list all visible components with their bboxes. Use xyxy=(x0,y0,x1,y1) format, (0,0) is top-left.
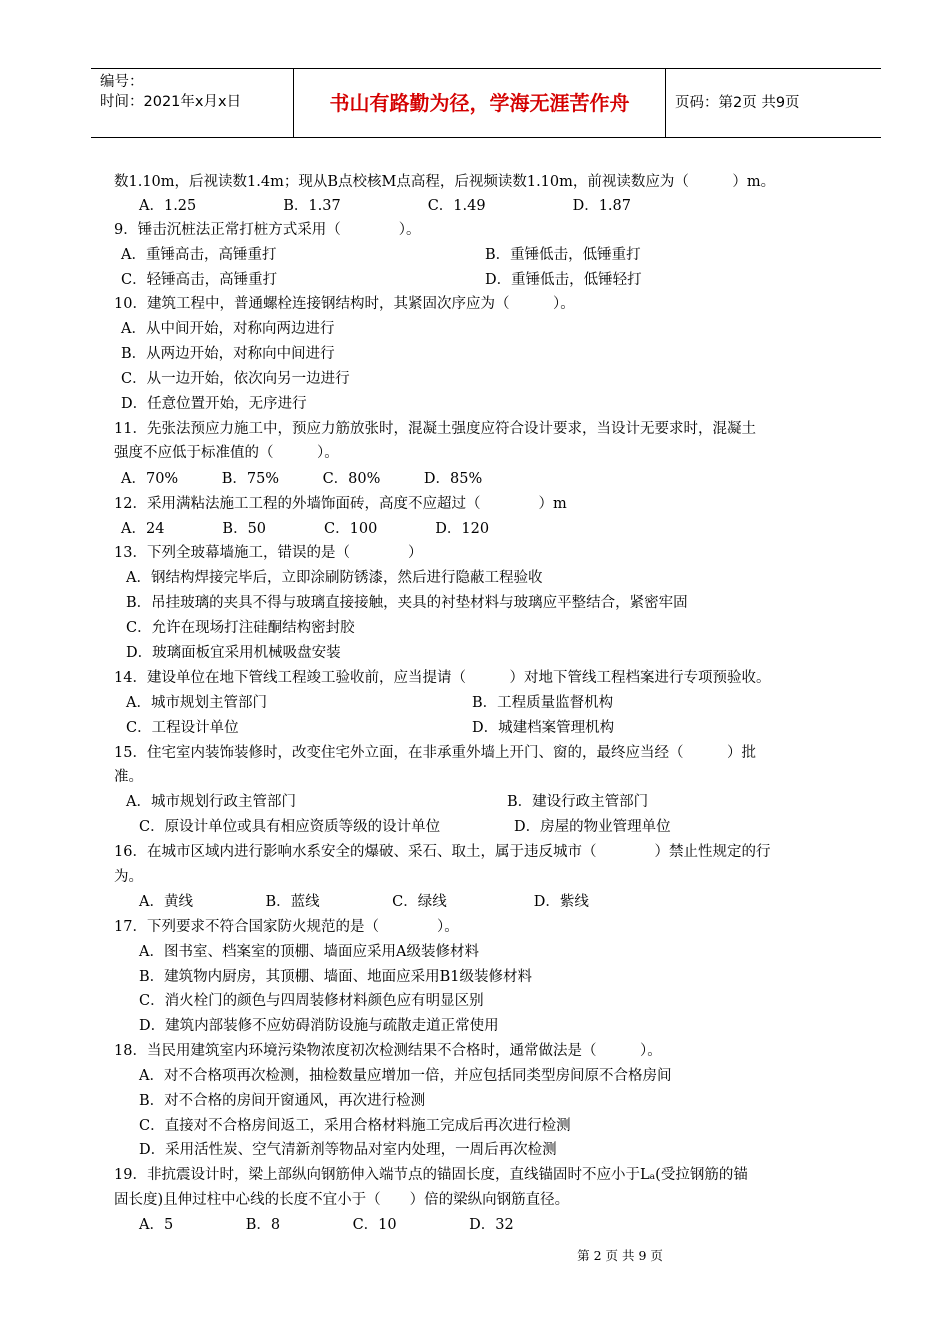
page-footer: 第 2 页 共 9 页 xyxy=(577,1248,663,1263)
option-d: D．建筑内部装修不应妨碍消防设施与疏散走道正常使用 xyxy=(139,1018,499,1034)
document-header xyxy=(91,68,881,138)
question-13: 13．下列全玻幕墙施工，错误的是（ ） xyxy=(114,545,423,561)
option-b: B．工程质量监督机构 xyxy=(472,695,614,711)
question-12: 12．采用满粘法施工工程的外墙饰面砖，高度不应超过（ ）m xyxy=(114,496,567,512)
option-line: A．1.25 B．1.37 C．1.49 D．1.87 xyxy=(139,198,631,214)
option-a: A．城市规划行政主管部门 xyxy=(126,794,296,810)
option-a: A．图书室、档案室的顶棚、墙面应采用A级装修材料 xyxy=(139,944,479,960)
option-c: C．工程设计单位 xyxy=(126,720,239,736)
header-motto: 书山有路勤为径，学海无涯苦作舟 xyxy=(294,69,666,137)
option-c: C．允许在现场打注硅酮结构密封胶 xyxy=(126,620,355,636)
question-9: 9．锤击沉桩法正常打桩方式采用（ ）。 xyxy=(114,222,421,238)
option-c: C．原设计单位或具有相应资质等级的设计单位 xyxy=(139,819,441,835)
option-d: D．任意位置开始，无序进行 xyxy=(121,396,307,412)
question-11: 11．先张法预应力施工中，预应力筋放张时，混凝土强度应符合设计要求，当设计无要求时，混凝土 xyxy=(114,421,756,437)
option-line: A．24 B．50 C．100 D．120 xyxy=(121,521,490,537)
option-b: B．建设行政主管部门 xyxy=(507,794,649,810)
option-c: C．消火栓门的颜色与四周装修材料颜色应有明显区别 xyxy=(139,993,484,1009)
question-10: 10．建筑工程中，普通螺栓连接钢结构时，其紧固次序应为（ ）。 xyxy=(114,296,575,312)
option-a: A．对不合格项再次检测，抽检数量应增加一倍，并应包括同类型房间原不合格房间 xyxy=(139,1068,672,1084)
option-a: A．城市规划主管部门 xyxy=(126,695,267,711)
question-19: 19．非抗震设计时，梁上部纵向钢筋伸入端节点的锚固长度，直线锚固时不应小于Lₐ(受拉钢筋的锚 xyxy=(114,1167,748,1183)
option-b: B．吊挂玻璃的夹具不得与玻璃直接接触，夹具的衬垫材料与玻璃应平整结合，紧密牢固 xyxy=(126,595,688,611)
text-line: 数1.10m，后视读数1.4m；现从B点校核M点高程，后视频读数1.10m，前视读数应为（ ）m。 xyxy=(114,174,776,190)
option-c: C．从一边开始，依次向另一边进行 xyxy=(121,371,350,387)
question-11-cont: 强度不应低于标准值的（ ）。 xyxy=(114,445,339,461)
question-14: 14．建设单位在地下管线工程竣工验收前，应当提请（ ）对地下管线工程档案进行专项预验收。 xyxy=(114,670,771,686)
question-19-cont: 固长度)且伸过柱中心线的长度不宜小于（ ）倍的梁纵向钢筋直径。 xyxy=(114,1192,570,1208)
option-b: B．重锤低击，低锤重打 xyxy=(485,247,641,263)
option-d: D．重锤低击，低锤轻打 xyxy=(485,272,642,288)
option-a: A．钢结构焊接完毕后，立即涂刷防锈漆，然后进行隐蔽工程验收 xyxy=(126,570,543,586)
header-page-number: 页码：第2页 共9页 xyxy=(675,95,800,111)
option-d: D．玻璃面板宜采用机械吸盘安装 xyxy=(126,645,341,661)
option-d: D．采用活性炭、空气清新剂等物品对室内处理，一周后再次检测 xyxy=(139,1142,557,1158)
option-b: B．从两边开始，对称向中间进行 xyxy=(121,346,335,362)
option-c: C．轻锤高击，高锤重打 xyxy=(121,272,278,288)
header-info xyxy=(91,69,294,137)
option-line: A．70% B．75% C．80% D．85% xyxy=(121,471,483,487)
question-15: 15．住宅室内装饰装修时，改变住宅外立面，在非承重外墙上开门、窗的，最终应当经（ ）批 xyxy=(114,745,756,761)
question-18: 18．当民用建筑室内环境污染物浓度初次检测结果不合格时，通常做法是（ ）。 xyxy=(114,1043,662,1059)
question-15-cont: 准。 xyxy=(114,769,143,785)
option-a: A．从中间开始，对称向两边进行 xyxy=(121,321,335,337)
question-17: 17．下列要求不符合国家防火规范的是（ ）。 xyxy=(114,919,459,935)
option-b: B．建筑物内厨房，其顶棚、墙面、地面应采用B1级装修材料 xyxy=(139,969,533,985)
option-b: B．对不合格的房间开窗通风，再次进行检测 xyxy=(139,1093,426,1109)
option-line: A．黄线 B．蓝线 C．绿线 D．紫线 xyxy=(139,894,589,910)
time-label: 时间：2021年x月x日 xyxy=(100,94,242,110)
option-c: C．直接对不合格房间返工，采用合格材料施工完成后再次进行检测 xyxy=(139,1118,571,1134)
option-d: D．房屋的物业管理单位 xyxy=(514,819,671,835)
option-a: A．重锤高击，高锤重打 xyxy=(121,247,277,263)
option-line: A．5 B．8 C．10 D．32 xyxy=(139,1217,514,1233)
number-label: 编号： xyxy=(100,74,144,90)
question-16-cont: 为。 xyxy=(114,869,143,885)
question-16: 16．在城市区域内进行影响水系安全的爆破、采石、取土，属于违反城市（ ）禁止性规定的行 xyxy=(114,844,771,860)
option-d: D．城建档案管理机构 xyxy=(472,720,615,736)
